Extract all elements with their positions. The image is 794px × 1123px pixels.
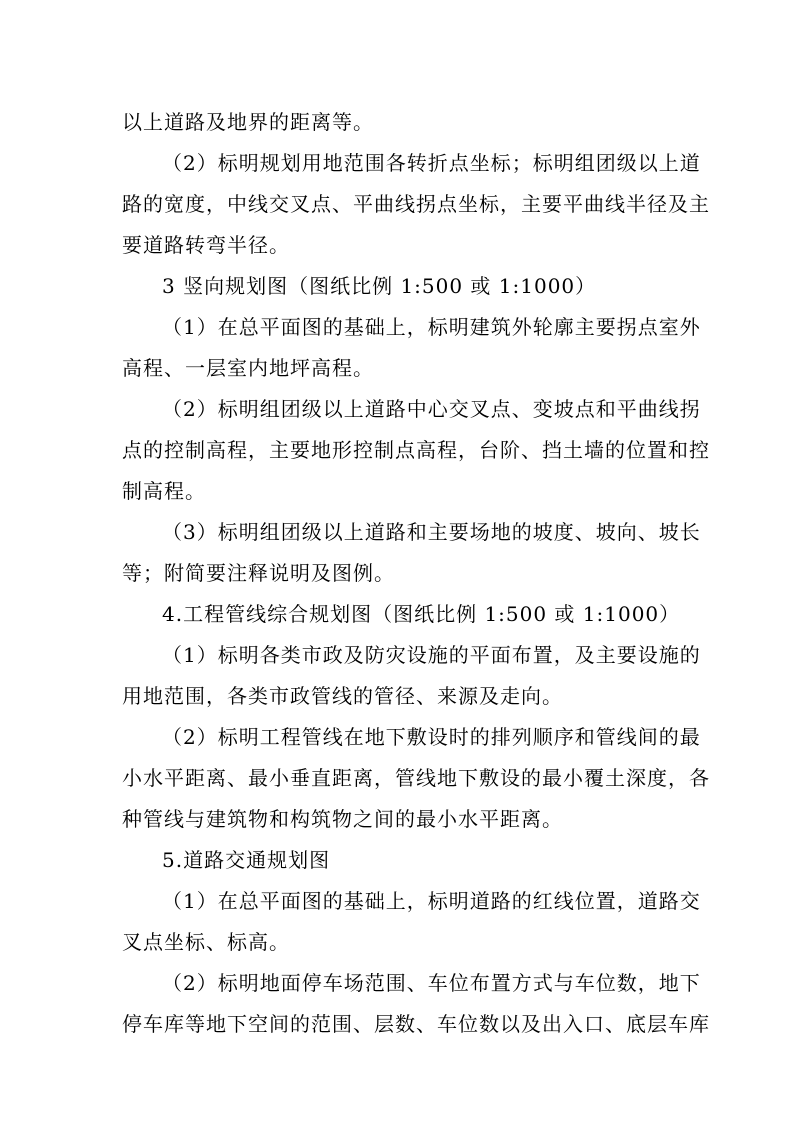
text-line-3: 路的宽度，中线交叉点、平曲线拐点坐标，主要平曲线半径及主 xyxy=(122,192,710,216)
text-line-18: 种管线与建筑物和构筑物之间的最小水平距离。 xyxy=(122,807,563,831)
text-line-6: （1）在总平面图的基础上，标明建筑外轮廓主要拐点室外 xyxy=(162,315,701,339)
text-line-20: （1）在总平面图的基础上，标明道路的红线位置，道路交 xyxy=(162,889,701,913)
text-line-23: 停车库等地下空间的范围、层数、车位数以及出入口、底层车库 xyxy=(122,1012,710,1036)
text-line-9: 点的控制高程，主要地形控制点高程，台阶、挡土墙的位置和控 xyxy=(122,438,710,462)
section-heading-4: 4.工程管线综合规划图（图纸比例 1:500 或 1:1000） xyxy=(162,602,681,626)
text-line-17: 小水平距离、最小垂直距离，管线地下敷设的最小覆土深度，各 xyxy=(122,766,710,790)
text-line-12: 等；附简要注释说明及图例。 xyxy=(122,561,395,585)
text-line-21: 叉点坐标、标高。 xyxy=(122,930,290,954)
text-line-1: 以上道路及地界的距离等。 xyxy=(122,110,374,134)
text-line-11: （3）标明组团级以上道路和主要场地的坡度、坡向、坡长 xyxy=(162,520,701,544)
text-line-2: （2）标明规划用地范围各转折点坐标；标明组团级以上道 xyxy=(162,151,701,175)
text-line-10: 制高程。 xyxy=(122,479,206,503)
text-line-14: （1）标明各类市政及防灾设施的平面布置，及主要设施的 xyxy=(162,643,701,667)
text-line-4: 要道路转弯半径。 xyxy=(122,233,290,257)
text-line-7: 高程、一层室内地坪高程。 xyxy=(122,356,374,380)
text-line-22: （2）标明地面停车场范围、车位布置方式与车位数，地下 xyxy=(162,971,701,995)
section-heading-5: 5.道路交通规划图 xyxy=(162,848,331,872)
text-line-16: （2）标明工程管线在地下敷设时的排列顺序和管线间的最 xyxy=(162,725,701,749)
section-heading-3: 3 竖向规划图（图纸比例 1:500 或 1:1000） xyxy=(162,274,597,298)
text-line-8: （2）标明组团级以上道路中心交叉点、变坡点和平曲线拐 xyxy=(162,397,701,421)
text-line-15: 用地范围，各类市政管线的管径、来源及走向。 xyxy=(122,684,563,708)
